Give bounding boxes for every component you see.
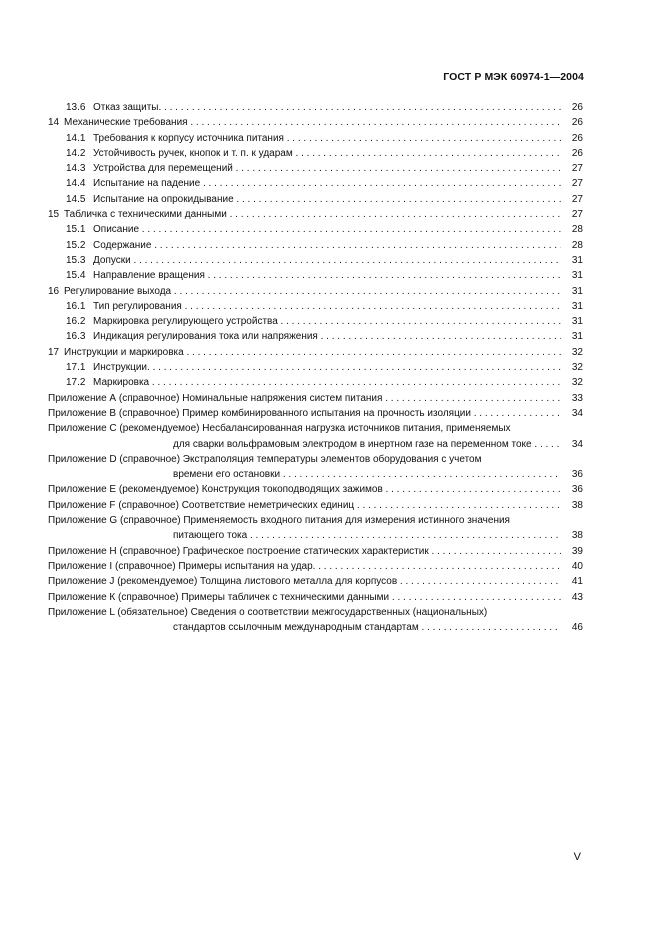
toc-entry-number: 14.5 [66,193,86,205]
appendix-entry-continuation [48,620,583,635]
toc-entry [48,238,583,253]
appendix-title: Приложение К (справочное) Примеры табличек с техническими данными . . . [48,590,561,605]
toc-entry-number: 17 [48,346,60,358]
appendix-entry [48,498,583,513]
appendix-entry-continuation [48,467,583,482]
appendix-title: Приложение J (рекомендуемое) Толщина листового металла для корпусов . . . [48,574,561,589]
appendix-title: Приложение А (справочное) Номинальные напряжения систем питания . . . [48,391,561,406]
toc-entry-page: 32 [571,377,583,389]
toc-entry-title: Требования к корпусу источника питания . . . [93,131,561,146]
toc-entry-page: 32 [571,346,583,358]
toc-entry-page: 31 [571,285,583,297]
toc-entry-title: Направление вращения . . . [93,268,561,283]
toc-entry-title: Механические требования . . . [64,115,561,130]
toc-entry-page: 31 [571,254,583,266]
appendix-title: Приложение Е (рекомендуемое) Конструкция токоподводящих зажимов . . . [48,482,561,497]
appendix-title: Приложение D (справочное) Экстраполяция температуры элементов оборудования с учетом [48,453,482,465]
toc-entry-number: 16.1 [66,300,86,312]
toc-entry-title: Испытание на падение . . . [93,176,561,191]
appendix-page: 34 [571,407,583,419]
toc-entry [48,329,583,344]
toc-entry-number: 16.3 [66,331,86,343]
appendix-title: стандартов ссылочным международным стандартам . . . [173,620,561,635]
toc-appendices [48,391,583,636]
appendix-entry [48,513,583,528]
appendix-entry [48,421,583,436]
appendix-page: 36 [571,484,583,496]
appendix-entry [48,544,583,559]
toc-entry-title: Отказ защиты. . . . [93,100,561,115]
toc-entry-number: 16.2 [66,316,86,328]
appendix-page: 38 [571,499,583,511]
toc-entry [48,161,583,176]
toc-entry-title: Инструкции и маркировка . . . [64,345,561,360]
toc-entry-number: 17.1 [66,362,86,374]
toc-entry-title: Регулирование выхода . . . [64,284,561,299]
toc-entry-number: 14 [48,117,60,129]
toc-entry-page: 27 [571,178,583,190]
toc-entry [48,146,583,161]
appendix-entry [48,391,583,406]
toc-entry-number: 15 [48,209,60,221]
toc-entry-number: 15.3 [66,254,86,266]
toc-entry-page: 32 [571,362,583,374]
toc-entry [48,207,583,222]
toc-entry [48,131,583,146]
toc-sections [48,100,583,391]
toc-entry-number: 14.2 [66,147,86,159]
appendix-title: для сварки вольфрамовым электродом в инертном газе на переменном токе . . . [173,437,561,452]
appendix-title: питающего тока . . . [173,528,561,543]
toc-entry-page: 28 [571,224,583,236]
page-number: V [573,851,581,863]
appendix-title: времени его остановки . . . [173,467,561,482]
appendix-entry [48,590,583,605]
appendix-entry [48,482,583,497]
toc-entry-page: 26 [571,147,583,159]
appendix-page: 43 [571,591,583,603]
toc-entry-title: Устройства для перемещений . . . [93,161,561,176]
appendix-page: 40 [571,560,583,572]
toc-entry-title: Устойчивость ручек, кнопок и т. п. к ударам . . . [93,146,561,161]
toc-entry [48,222,583,237]
toc-entry-title: Табличка с техническими данными . . . [64,207,561,222]
toc-entry-title: Испытание на опрокидывание . . . [93,192,561,207]
toc-entry-title: Маркировка . . . [93,375,561,390]
appendix-title: Приложение Н (справочное) Графическое построение статических характеристик . . . [48,544,561,559]
table-of-contents [48,100,583,635]
appendix-entry [48,559,583,574]
toc-entry-title: Допуски . . . [93,253,561,268]
toc-entry-page: 26 [571,102,583,113]
appendix-entry [48,406,583,421]
toc-entry-page: 27 [571,209,583,221]
toc-entry-page: 28 [571,239,583,251]
toc-entry-page: 31 [571,270,583,282]
toc-entry [48,176,583,191]
appendix-page: 46 [571,622,583,634]
toc-entry-title: Маркировка регулирующего устройства . . . [93,314,561,329]
appendix-entry [48,605,583,620]
appendix-page: 36 [571,469,583,481]
toc-entry-title: Тип регулирования . . . [93,299,561,314]
appendix-title: Приложение L (обязательное) Сведения о соответствии межгосударственных (национальных) [48,606,488,618]
toc-entry-number: 15.4 [66,270,86,282]
toc-entry [48,314,583,329]
toc-entry [48,360,583,375]
appendix-entry-continuation [48,528,583,543]
appendix-entry-continuation [48,437,583,452]
toc-entry [48,299,583,314]
toc-entry-number: 17.2 [66,377,86,389]
toc-entry-title: Описание . . . [93,222,561,237]
appendix-title: Приложение F (справочное) Соответствие неметрических единиц . . . [48,498,561,513]
toc-entry-number: 14.4 [66,178,86,190]
document-header: ГОСТ Р МЭК 60974-1—2004 [443,71,584,83]
toc-entry-page: 27 [571,193,583,205]
toc-entry [48,375,583,390]
toc-entry-title: Инструкции. . . . [93,360,561,375]
appendix-page: 39 [571,545,583,557]
toc-entry-number: 13.6 [66,102,86,113]
appendix-page: 41 [571,576,583,588]
toc-entry-number: 14.1 [66,132,86,144]
appendix-entry [48,574,583,589]
toc-entry-title: Индикация регулирования тока или напряжения . . . [93,329,561,344]
appendix-title: Приложение I (справочное) Примеры испытания на удар. . . . [48,559,561,574]
toc-entry-page: 31 [571,300,583,312]
toc-entry-page: 27 [571,163,583,175]
appendix-title: Приложение В (справочное) Пример комбинированного испытания на прочность изоляции . . . [48,406,561,421]
toc-entry-number: 15.1 [66,224,86,236]
toc-entry-page: 31 [571,331,583,343]
appendix-page: 38 [571,530,583,542]
appendix-page: 34 [571,438,583,450]
toc-entry-title: Содержание . . . [93,238,561,253]
appendix-page: 33 [571,392,583,404]
appendix-entry [48,452,583,467]
toc-entry-page: 26 [571,132,583,144]
appendix-title: Приложение С (рекомендуемое) Несбалансированная нагрузка источников питания, применяемых [48,423,511,435]
appendix-title: Приложение G (справочное) Применяемость входного питания для измерения истинного значения [48,515,510,527]
toc-entry [48,284,583,299]
toc-entry [48,253,583,268]
toc-entry [48,345,583,360]
toc-entry [48,100,583,115]
toc-entry [48,268,583,283]
toc-entry [48,192,583,207]
toc-entry-page: 31 [571,316,583,328]
toc-entry-number: 16 [48,285,60,297]
toc-entry-page: 26 [571,117,583,129]
toc-entry [48,115,583,130]
toc-entry-number: 15.2 [66,239,86,251]
toc-entry-number: 14.3 [66,163,86,175]
